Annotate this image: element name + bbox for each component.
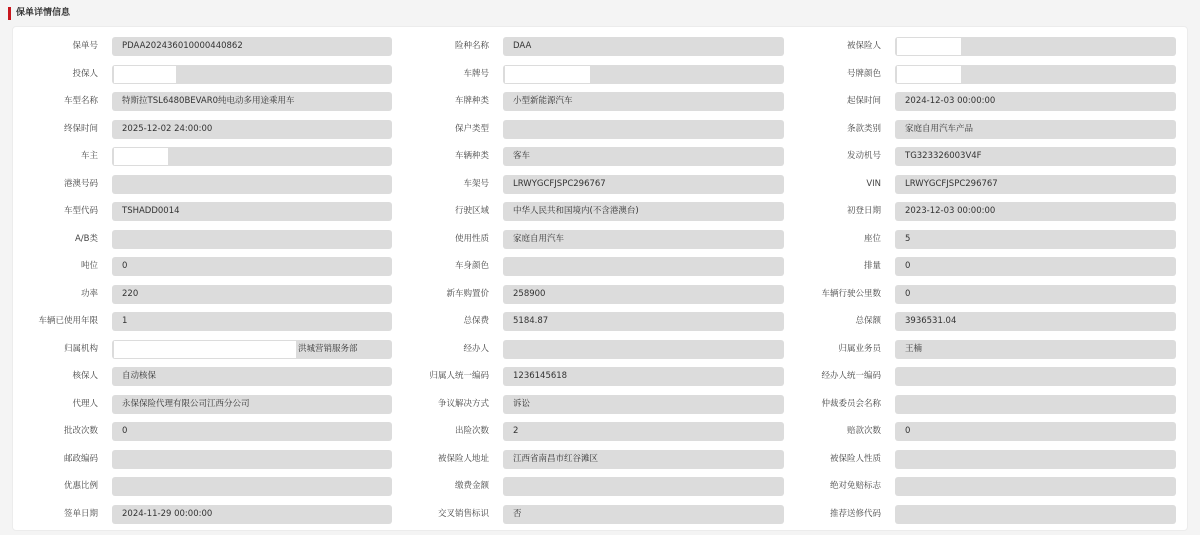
form-row [0,230,1200,249]
redaction-mask [897,66,961,83]
field-value: 0 [112,257,392,276]
field-label: 争议解决方式 [437,399,489,409]
field-value [895,477,1176,496]
field-value: 江西省南昌市红谷滩区 [503,450,784,469]
field-label: 车牌种类 [454,96,489,106]
field-label: 车型名称 [63,96,98,106]
field-value: 0 [112,422,392,441]
field-value [503,120,784,139]
field-value: 家庭自用汽车 [503,230,784,249]
field-value: 2023-12-03 00:00:00 [895,202,1176,221]
field-value: 中华人民共和国境内(不含港澳台) [503,202,784,221]
field-value: 1 [112,312,392,331]
field-label: 推荐送修代码 [829,509,881,519]
field-value [503,477,784,496]
field-label: 车型代码 [63,206,98,216]
field-value: LRWYGCFJSPC296767 [503,175,784,194]
field-label: 交叉销售标识 [437,509,489,519]
field-value [895,367,1176,386]
field-label: 签单日期 [63,509,98,519]
section-accent-bar [8,7,11,20]
field-label: 绝对免赔标志 [829,481,881,491]
redaction-mask [114,148,168,165]
field-label: 吨位 [80,261,98,271]
field-label: 功率 [80,289,98,299]
field-label: 车辆种类 [454,151,489,161]
field-label: 缴费金额 [454,481,489,491]
field-value: 王楠 [895,340,1176,359]
field-value: 0 [895,422,1176,441]
form-row [0,367,1200,386]
field-value: 特斯拉TSL6480BEVAR0纯电动多用途乘用车 [112,92,392,111]
field-label: 号牌颜色 [846,69,881,79]
field-value [895,505,1176,524]
field-value: 0 [895,257,1176,276]
field-value: 否 [503,505,784,524]
field-label: 出险次数 [454,426,489,436]
field-value: 自动核保 [112,367,392,386]
field-value [503,257,784,276]
field-value: 0 [895,285,1176,304]
field-value: 2 [503,422,784,441]
form-row [0,120,1200,139]
field-value [895,450,1176,469]
field-label: 被保险人地址 [437,454,489,464]
field-value: DAA [503,37,784,56]
field-label: 行驶区域 [454,206,489,216]
redaction-mask [114,66,176,83]
field-label: 车架号 [463,179,489,189]
field-label: 批改次数 [63,426,98,436]
form-row [0,175,1200,194]
field-value: 1236145618 [503,367,784,386]
field-label: 被保险人性质 [829,454,881,464]
form-row [0,312,1200,331]
field-value: LRWYGCFJSPC296767 [895,175,1176,194]
field-label: 被保险人 [846,41,881,51]
field-label: 仲裁委员会名称 [821,399,881,409]
field-value: 3936531.04 [895,312,1176,331]
field-label: 归属机构 [63,344,98,354]
field-value: PDAA202436010000440862 [112,37,392,56]
field-label: 座位 [863,234,881,244]
form-row [0,505,1200,524]
field-label: 港澳号码 [63,179,98,189]
field-label: 车辆已使用年限 [38,316,98,326]
field-value: 2024-12-03 00:00:00 [895,92,1176,111]
form-row [0,285,1200,304]
form-row [0,65,1200,84]
redaction-mask [897,38,961,55]
field-value [895,395,1176,414]
field-label: 邮政编码 [63,454,98,464]
field-value [112,477,392,496]
field-label: 归属人统一编码 [429,371,489,381]
field-value: 5184.87 [503,312,784,331]
field-value: 5 [895,230,1176,249]
form-row [0,450,1200,469]
field-label: 赔款次数 [846,426,881,436]
section-title: 保单详情信息 [16,8,71,18]
field-label: 发动机号 [846,151,881,161]
field-label: VIN [866,179,881,189]
form-row [0,395,1200,414]
field-label: 初登日期 [846,206,881,216]
field-label: 核保人 [72,371,98,381]
field-label: 车辆行驶公里数 [821,289,881,299]
field-value [112,450,392,469]
form-row [0,477,1200,496]
field-label: 保户类型 [454,124,489,134]
form-row [0,422,1200,441]
field-value: 2025-12-02 24:00:00 [112,120,392,139]
field-value [112,175,392,194]
redaction-mask [505,66,590,83]
form-row [0,92,1200,111]
field-label: 投保人 [72,69,98,79]
field-label: 代理人 [72,399,98,409]
field-label: 险种名称 [454,41,489,51]
field-label: 车牌号 [463,69,489,79]
field-label: 总保费 [463,316,489,326]
field-value: 客车 [503,147,784,166]
field-value: 诉讼 [503,395,784,414]
field-label: 总保额 [855,316,881,326]
field-label: 优惠比例 [63,481,98,491]
field-label: 使用性质 [454,234,489,244]
field-value: TG323326003V4F [895,147,1176,166]
field-label: 经办人统一编码 [821,371,881,381]
field-label: A/B类 [74,234,98,244]
field-value [503,340,784,359]
field-label: 车主 [80,151,98,161]
field-value [112,230,392,249]
field-value: 小型新能源汽车 [503,92,784,111]
field-label: 归属业务员 [838,344,881,354]
redaction-mask [114,341,296,358]
section-header [0,0,1200,26]
field-label: 车身颜色 [454,261,489,271]
field-value: 258900 [503,285,784,304]
field-value: 洪城营销服务部 [112,340,392,359]
field-label: 条款类别 [846,124,881,134]
form-row [0,202,1200,221]
form-row [0,37,1200,56]
form-row [0,147,1200,166]
field-label: 新车购置价 [446,289,489,299]
field-value: TSHADD0014 [112,202,392,221]
form-row [0,340,1200,359]
field-value: 永保保险代理有限公司江西分公司 [112,395,392,414]
field-label: 排量 [863,261,881,271]
form-row [0,257,1200,276]
field-label: 起保时间 [846,96,881,106]
field-label: 经办人 [463,344,489,354]
field-label: 终保时间 [63,124,98,134]
field-value: 2024-11-29 00:00:00 [112,505,392,524]
field-value: 220 [112,285,392,304]
field-value: 家庭自用汽车产品 [895,120,1176,139]
field-label: 保单号 [72,41,98,51]
